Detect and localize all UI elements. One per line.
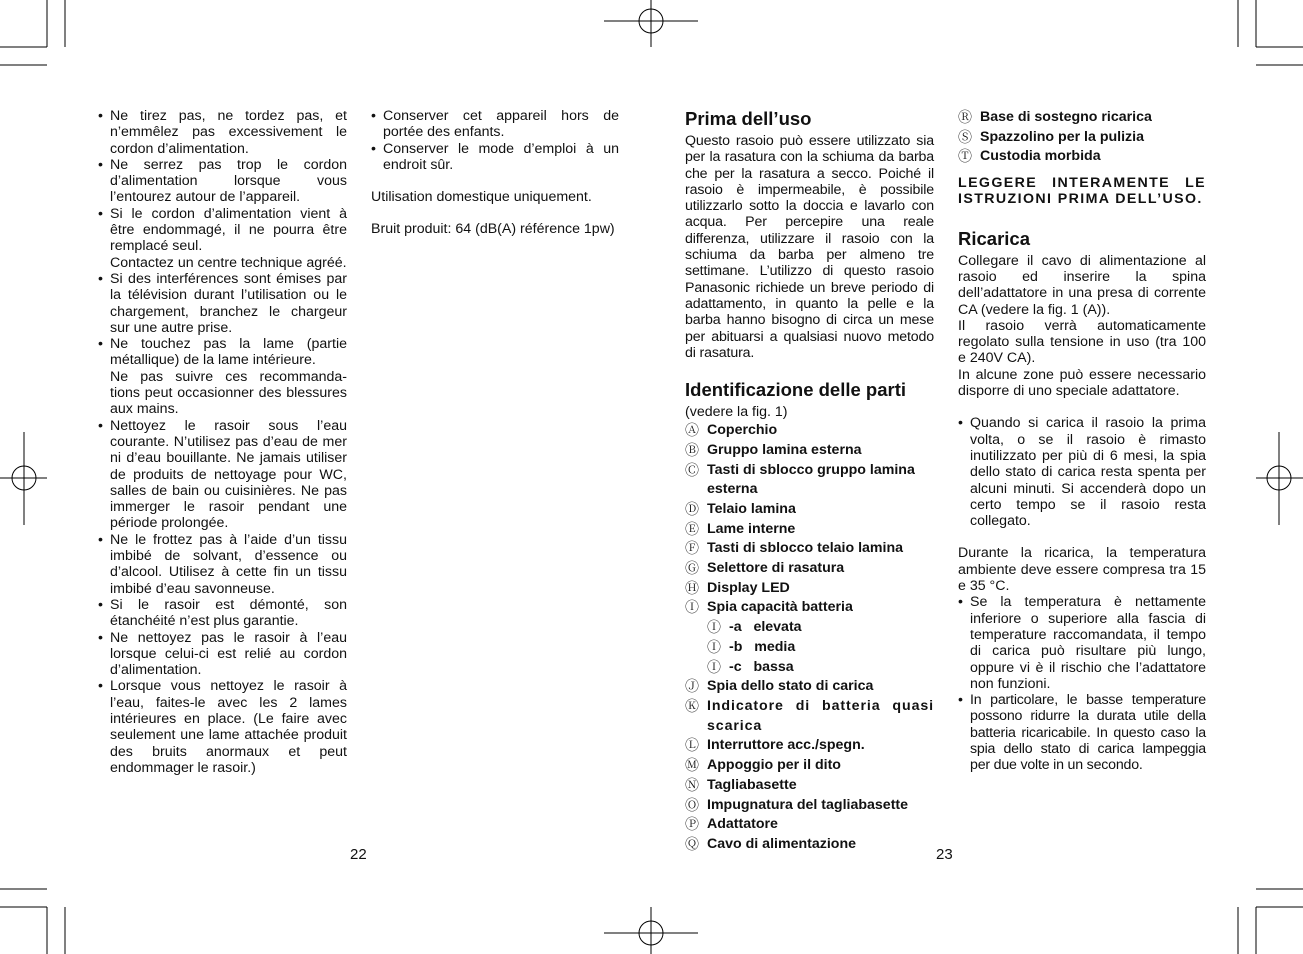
noise-note: Bruit produit: 64 (dB(A) référence 1pw) bbox=[371, 221, 615, 238]
ricarica-paragraph-4: Durante la ricarica, la temperatura ambiente deve essere compresa tra 15 e 35 °C. bbox=[958, 545, 1206, 595]
part-item: Ⓝ Tagliabasette bbox=[685, 776, 934, 796]
part-marker: Ⓣ bbox=[958, 148, 972, 165]
part-item: Ⓣ Custodia morbida bbox=[958, 147, 1206, 167]
part-marker: Ⓘ bbox=[707, 638, 721, 655]
list-item: • Ne le frottez pas à l’aide d’un tissu imbibé de solvant, d’essence ou d’alcool. Utilisez à cette fin un tissu imbibé d’eau savonneuse. bbox=[98, 532, 347, 597]
list-item: • Ne tirez pas, ne tordez pas, et n’emmêlez pas excessivement le cordon d’alimentation. bbox=[98, 108, 347, 157]
ricarica-paragraph-2: Il rasoio verrà automaticamente regolato sulla tensione in uso (tra 100 e 240V CA). bbox=[958, 317, 1206, 367]
part-item: Ⓛ Interruttore acc./spegn. bbox=[685, 736, 934, 756]
part-marker: Ⓔ bbox=[685, 520, 699, 537]
ricarica-paragraph-3: In alcune zone può essere necessario disporre di uno speciale adattatore. bbox=[958, 366, 1206, 400]
part-marker: Ⓢ bbox=[958, 128, 972, 145]
part-marker: Ⓘ bbox=[685, 599, 699, 616]
part-item: Ⓚ Indicatore di batteria quasi scarica bbox=[685, 698, 934, 734]
list-item: • Si des interférences sont émises par la télévision durant l’utilisation ou le chargement, branchez le chargeur sur une autre prise. bbox=[98, 271, 347, 336]
part-item: Ⓙ Spia dello stato di carica bbox=[685, 677, 934, 697]
part-marker: Ⓕ bbox=[685, 540, 699, 557]
part-marker: Ⓒ bbox=[685, 461, 699, 478]
part-marker: Ⓟ bbox=[685, 816, 699, 833]
part-sub-item: Ⓘ -b media bbox=[685, 638, 934, 658]
left-page-column-2 bbox=[371, 108, 619, 238]
part-item: Ⓗ Display LED bbox=[685, 579, 934, 599]
part-item: Ⓘ Spia capacità batteria bbox=[685, 598, 934, 618]
part-marker: Ⓛ bbox=[685, 737, 699, 754]
part-marker: Ⓐ bbox=[685, 422, 699, 439]
part-marker: Ⓚ bbox=[685, 698, 700, 714]
part-marker: Ⓡ bbox=[958, 109, 972, 125]
list-item: • Nettoyez le rasoir sous l’eau courante. N’utilisez pas d’eau de mer ni d’eau bouillante. Ne jamais utiliser de produits de nettoyage pour WC, salles de bain ou cuisinières. Ne pas immerger le rasoir pendant une période prolongée. bbox=[98, 418, 347, 532]
part-item: Ⓕ Tasti di sblocco telaio lamina bbox=[685, 539, 934, 559]
part-marker: Ⓑ bbox=[685, 441, 699, 458]
section-title-prima: Prima dell’uso bbox=[685, 108, 812, 129]
ricarica-paragraph-1: Collegare il cavo di alimentazione al rasoio ed inserire la spina dell’adattatore in una presa di corrente CA (vedere la fig. 1 (A)). bbox=[958, 252, 1206, 318]
part-marker: Ⓖ bbox=[685, 560, 699, 577]
part-marker: Ⓜ bbox=[685, 757, 699, 774]
list-item: • Ne nettoyez pas le rasoir à l’eau lorsque celui-ci est relié au cordon d’alimentation. bbox=[98, 630, 347, 679]
part-item: Ⓐ Coperchio bbox=[685, 421, 934, 441]
part-marker: Ⓘ bbox=[707, 658, 721, 675]
part-item: Ⓔ Lame interne bbox=[685, 520, 934, 540]
list-item: • Conserver le mode d’emploi à un endroit sûr. bbox=[371, 141, 619, 174]
domestic-use-note: Utilisation domestique uniquement. bbox=[371, 189, 592, 206]
part-item: Ⓑ Gruppo lamina esterna bbox=[685, 441, 934, 461]
right-page-column-2 bbox=[958, 108, 1206, 774]
left-page-column-1 bbox=[98, 108, 347, 776]
part-item: Ⓜ Appoggio per il dito bbox=[685, 756, 934, 776]
prima-paragraph: Questo rasoio può essere utilizzato sia per la rasatura con la schiuma da barba che per la rasatura a secco. Poiché il rasoio è impermeabile, è possibile utilizzarlo sotto la doccia e lavarlo con acqua. Per percepire una reale differenza, utilizzare il rasoio con la schiuma da barba per almeno tre settimane. L’utilizzo di questo rasoio Panasonic richiede un breve periodo di adattamento, in quanto la pelle e la barba hanno bisogno di circa un mese per abituarsi a qualsiasi nuovo metodo di rasatura. bbox=[685, 133, 934, 361]
page-number-left: 22 bbox=[350, 846, 367, 863]
part-marker: Ⓗ bbox=[685, 579, 699, 596]
part-sub-item: Ⓘ -c bassa bbox=[685, 658, 934, 678]
safety-list bbox=[98, 108, 347, 776]
list-item-continuation: Contactez un centre technique agréé. bbox=[110, 254, 347, 271]
part-item: Ⓒ Tasti di sblocco gruppo lamina esterna bbox=[685, 461, 915, 498]
part-item: Ⓞ Impugnatura del tagliabasette bbox=[685, 796, 934, 816]
parts-list bbox=[685, 421, 934, 854]
list-item: • Si le rasoir est démonté, son étanchéité n’est plus garantie. bbox=[98, 597, 347, 630]
part-item: Ⓓ Telaio lamina bbox=[685, 500, 934, 520]
part-item: Ⓖ Selettore di rasatura bbox=[685, 559, 934, 579]
part-marker: Ⓞ bbox=[685, 796, 699, 813]
page-number-right: 23 bbox=[936, 846, 953, 863]
part-marker: Ⓘ bbox=[707, 619, 721, 636]
list-item: • Se la temperatura è nettamente inferiore o superiore alla fascia di temperature raccomandata, il tempo di carica può risultare più lungo, oppure vi è il rischio che l’adattatore non funzioni. bbox=[958, 594, 1206, 692]
part-item: Ⓢ Spazzolino per la pulizia bbox=[958, 128, 1206, 148]
list-item: • Lorsque vous nettoyez le rasoir à l’eau, faites-le avec les 2 lames intérieures en place. (Le faire avec seulement une lame attachée produit des bruits anormaux et peut endommager le rasoir.) bbox=[98, 678, 347, 776]
read-instructions-warning: LEGGERE INTERAMENTE LE ISTRUZIONI PRIMA DELL’USO. bbox=[958, 175, 1206, 208]
part-marker: Ⓝ bbox=[685, 776, 699, 793]
section-title-ricarica: Ricarica bbox=[958, 227, 1030, 249]
list-item: • Si le cordon d’alimentation vient à être endommagé, il ne pourra être remplacé seul. Contactez un centre technique agréé. bbox=[98, 206, 347, 271]
parts-reference: (vedere la fig. 1) bbox=[685, 404, 788, 421]
right-page-column-1 bbox=[685, 108, 934, 855]
list-item: • In particolare, le basse temperature possono ridurre la durata utile della batteria ricaricabile. In questo caso la spia dello stato di carica lampeggia per due volte in un secondo. bbox=[958, 692, 1206, 773]
section-title-parts: Identificazione delle parti bbox=[685, 379, 907, 401]
part-sub-item: Ⓘ -a elevata bbox=[685, 618, 934, 638]
ricarica-list-1 bbox=[958, 415, 1206, 529]
list-item: • Ne serrez pas trop le cordon d’alimentation lorsque vous l’entourez autour de l’appareil. bbox=[98, 157, 347, 206]
list-item: • Conserver cet appareil hors de portée des enfants. bbox=[371, 108, 619, 141]
part-item: Ⓡ Base di sostegno ricarica bbox=[958, 108, 1206, 128]
part-marker: Ⓠ bbox=[685, 835, 699, 852]
list-item: • Quando si carica il rasoio la prima volta, o se il rasoio è rimasto inutilizzato per più di 6 mesi, la spia dello stato di carica resta spenta per alcuni minuti. Si accenderà dopo un certo tempo se il rasoio resta collegato. bbox=[958, 415, 1206, 529]
part-marker: Ⓓ bbox=[685, 500, 699, 517]
part-marker: Ⓙ bbox=[685, 678, 699, 695]
list-item: • Ne touchez pas la lame (partie métallique) de la lame intérieure. Ne pas suivre ces recommanda- tions peut occasionner des blessures aux mains. bbox=[98, 336, 347, 417]
part-item: Ⓠ Cavo di alimentazione bbox=[685, 835, 934, 855]
part-item: Ⓟ Adattatore bbox=[685, 815, 934, 835]
storage-list bbox=[371, 108, 619, 173]
ricarica-list-2 bbox=[958, 594, 1206, 773]
parts-list-continued bbox=[958, 108, 1206, 167]
list-item-continuation: Ne pas suivre ces recommanda- tions peut occasionner des blessures aux mains. bbox=[110, 368, 347, 418]
